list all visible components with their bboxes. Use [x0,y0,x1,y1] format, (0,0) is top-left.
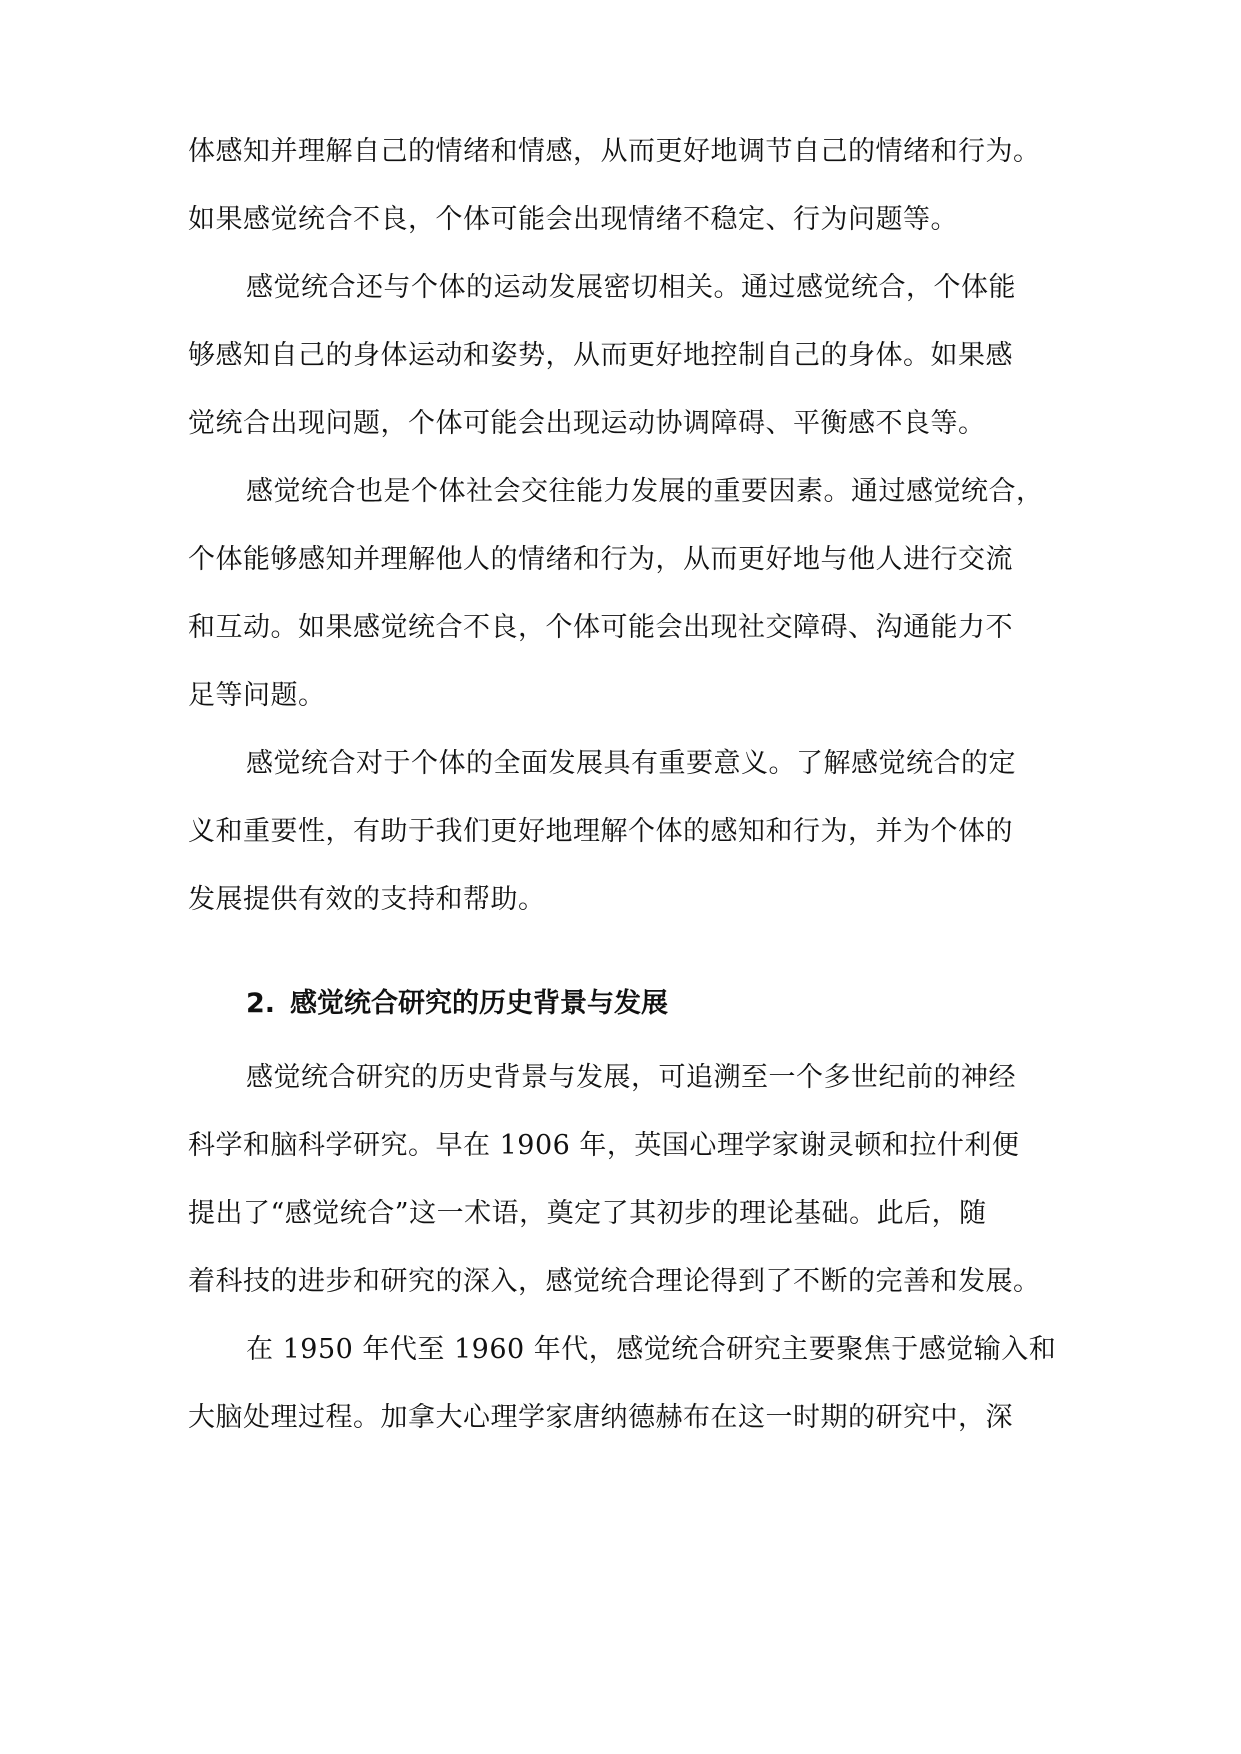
text-line: 提出了“感觉统合”这一术语，奠定了其初步的理论基础。此后，随 [188,1198,987,1229]
text-line: 大脑处理过程。加拿大心理学家唐纳德赫布在这一时期的研究中，深 [188,1402,1013,1433]
text-line: 感觉统合研究的历史背景与发展，可追溯至一个多世纪前的神经 [246,1062,1016,1093]
text-line: 科学和脑科学研究。早在 1906 年，英国心理学家谢灵顿和拉什利便 [188,1130,1020,1161]
text-line: 感觉统合也是个体社会交往能力发展的重要因素。通过感觉统合， [246,476,1044,507]
text-line: 发展提供有效的支持和帮助。 [188,884,546,915]
text-line: 足等问题。 [188,680,326,711]
text-line: 义和重要性，有助于我们更好地理解个体的感知和行为，并为个体的 [188,816,1013,847]
text-line: 够感知自己的身体运动和姿势，从而更好地控制自己的身体。如果感 [188,340,1013,371]
text-line: 在 1950 年代至 1960 年代，感觉统合研究主要聚焦于感觉输入和 [246,1334,1057,1365]
section-number: 2. [246,988,276,1019]
text-line: 体感知并理解自己的情绪和情感，从而更好地调节自己的情绪和行为。 [188,136,1041,167]
section-title: 感觉统合研究的历史背景与发展 [290,988,668,1019]
text-line: 个体能够感知并理解他人的情绪和行为，从而更好地与他人进行交流 [188,544,1013,575]
text-line: 觉统合出现问题，个体可能会出现运动协调障碍、平衡感不良等。 [188,408,986,439]
section-heading [246,984,668,1024]
text-line: 着科技的进步和研究的深入，感觉统合理论得到了不断的完善和发展。 [188,1266,1041,1297]
text-line: 感觉统合还与个体的运动发展密切相关。通过感觉统合，个体能 [246,272,1016,303]
text-line: 如果感觉统合不良，个体可能会出现情绪不稳定、行为问题等。 [188,204,958,235]
text-line: 和互动。如果感觉统合不良，个体可能会出现社交障碍、沟通能力不 [188,612,1013,643]
text-line: 感觉统合对于个体的全面发展具有重要意义。了解感觉统合的定 [246,748,1016,779]
